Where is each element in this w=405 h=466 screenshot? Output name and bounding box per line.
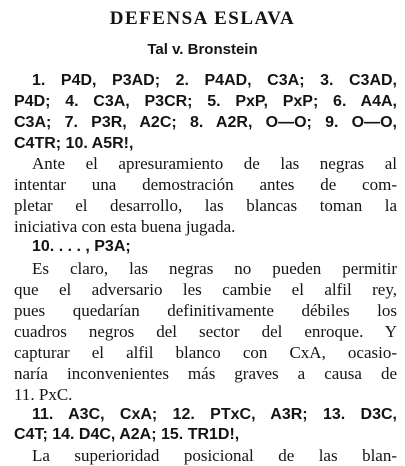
- commentary-line: La superioridad posicional de las blan-: [32, 446, 397, 465]
- commentary-line: Es claro, las negras no pueden permitir: [32, 259, 397, 278]
- commentary-line: pues quedarían definitivamente débiles los: [14, 301, 397, 320]
- commentary-line: iniciativa con esta buena jugada.: [14, 217, 236, 236]
- move-line: 10. . . . , P3A;: [32, 238, 131, 255]
- commentary-line: intentar una demostración antes de com-: [14, 175, 397, 194]
- commentary-line: Ante el apresuramiento de las negras al: [32, 154, 397, 173]
- commentary-line: capturar el alfil blanco con CxA, ocasio-: [14, 343, 397, 362]
- commentary-line: naría inconvenientes más graves a causa de: [14, 364, 397, 383]
- move-line: C3A; 7. P3R, A2C; 8. A2R, O—O; 9. O—O,: [14, 114, 397, 131]
- game-title: DEFENSA ESLAVA: [109, 8, 296, 29]
- commentary-line: pletar el desarrollo, las blancas toman la: [14, 196, 397, 215]
- move-line: 1. P4D, P3AD; 2. P4AD, C3A; 3. C3AD,: [32, 72, 397, 89]
- commentary-line: cuadros negros del sector del enroque. Y: [14, 322, 397, 341]
- move-line: P4D; 4. C3A, P3CR; 5. PxP, PxP; 6. A4A,: [14, 93, 397, 110]
- move-line: 11. A3C, CxA; 12. PTxC, A3R; 13. D3C,: [32, 406, 397, 423]
- game-players: Tal v. Bronstein: [147, 41, 258, 58]
- commentary-line: que el adversario les cambie el alfil rey,: [14, 280, 397, 299]
- commentary-line: 11. PxC.: [14, 385, 73, 404]
- move-line: C4TR; 10. A5R!,: [14, 135, 134, 152]
- move-line: C4T; 14. D4C, A2A; 15. TR1D!,: [14, 426, 240, 443]
